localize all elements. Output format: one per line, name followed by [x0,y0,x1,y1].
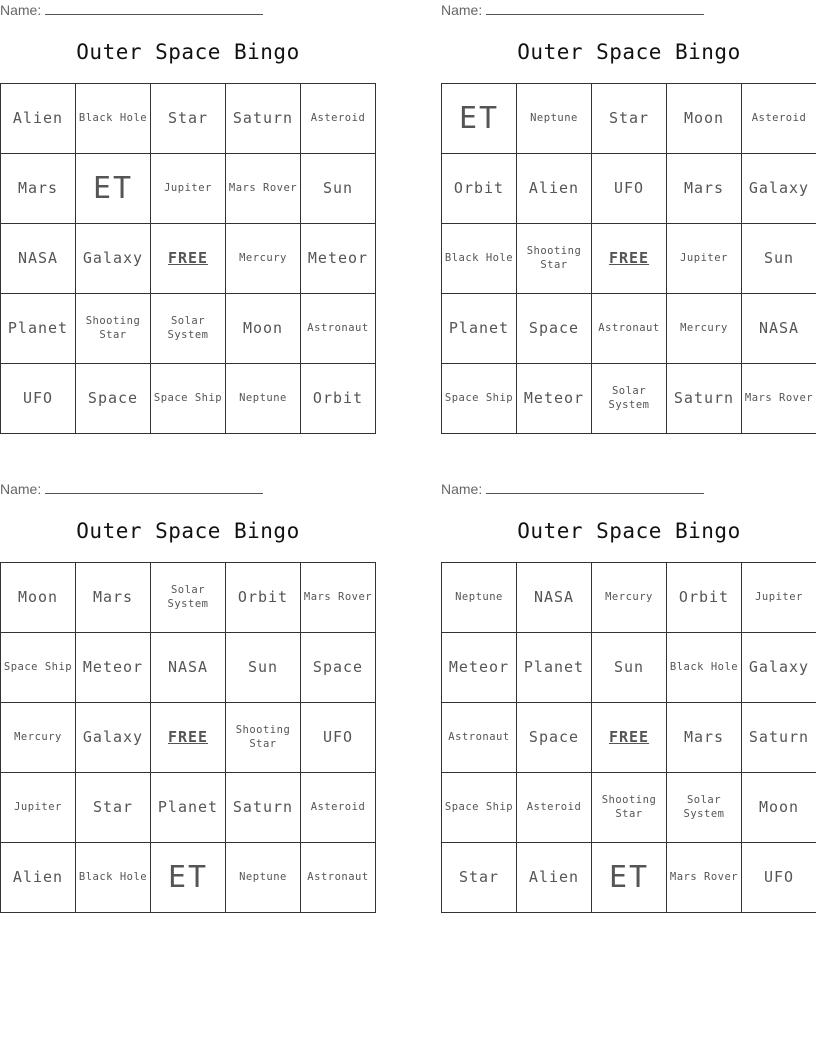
bingo-row [442,84,816,154]
bingo-cell: Orbit [442,154,517,224]
name-field [0,2,263,18]
bingo-cell: Galaxy [76,224,151,294]
bingo-cell: Space Ship [1,633,76,703]
free-space-cell: FREE [592,703,667,773]
bingo-cell: Black Hole [76,84,151,154]
bingo-cell: Alien [1,84,76,154]
name-field [0,481,263,497]
bingo-cell: ET [592,843,667,913]
free-space-cell: FREE [151,224,226,294]
bingo-row [1,294,376,364]
bingo-cell: Space [301,633,376,703]
bingo-cell: Sun [301,154,376,224]
bingo-cell: Mercury [592,563,667,633]
bingo-cell: Neptune [226,364,301,434]
bingo-grid [441,83,816,434]
bingo-cell: Space [517,294,592,364]
bingo-cell: UFO [1,364,76,434]
bingo-row [442,224,816,294]
bingo-cell: Sun [592,633,667,703]
bingo-cell: Planet [1,294,76,364]
bingo-cell: Mars [667,703,742,773]
bingo-cell: Space Ship [442,364,517,434]
bingo-cell: Mercury [226,224,301,294]
name-underline [45,2,263,15]
bingo-cell: Meteor [517,364,592,434]
bingo-cell: Neptune [226,843,301,913]
free-space-cell: FREE [592,224,667,294]
bingo-row [442,633,816,703]
bingo-cell: Astronaut [301,294,376,364]
bingo-cell: Mercury [667,294,742,364]
bingo-row [1,633,376,703]
bingo-cell: NASA [151,633,226,703]
bingo-cell: UFO [742,843,816,913]
bingo-row [442,843,816,913]
bingo-row [1,364,376,434]
bingo-cell: Mars [76,563,151,633]
bingo-cell: ET [76,154,151,224]
free-space-cell: FREE [151,703,226,773]
bingo-cell: Black Hole [667,633,742,703]
bingo-cell: Solar System [151,294,226,364]
bingo-cell: Mars [667,154,742,224]
bingo-cell: Star [151,84,226,154]
bingo-cell: Space [517,703,592,773]
bingo-cell: Asteroid [301,773,376,843]
bingo-cell: Mars Rover [667,843,742,913]
bingo-cell: Space Ship [442,773,517,843]
bingo-cell: Galaxy [76,703,151,773]
bingo-cell: NASA [1,224,76,294]
bingo-grid [441,562,816,913]
bingo-cell: Moon [667,84,742,154]
bingo-cell: Shooting Star [76,294,151,364]
bingo-cell: Astronaut [301,843,376,913]
bingo-cell: Moon [742,773,816,843]
card-title: Outer Space Bingo [517,40,741,64]
bingo-cell: Orbit [667,563,742,633]
bingo-cell: Asteroid [742,84,816,154]
name-label: Name: [441,481,483,497]
bingo-row [442,773,816,843]
bingo-cell: Jupiter [1,773,76,843]
bingo-cell: Shooting Star [226,703,301,773]
bingo-row [1,843,376,913]
bingo-cell: Star [592,84,667,154]
bingo-cell: Orbit [226,563,301,633]
bingo-cell: UFO [592,154,667,224]
bingo-cell: Sun [226,633,301,703]
name-underline [486,481,704,494]
bingo-row [1,773,376,843]
bingo-cell: Black Hole [76,843,151,913]
bingo-cell: Mars Rover [742,364,816,434]
bingo-cell: Shooting Star [592,773,667,843]
bingo-row [1,224,376,294]
bingo-cell: NASA [517,563,592,633]
bingo-cell: Alien [1,843,76,913]
bingo-cell: Moon [226,294,301,364]
bingo-cell: Planet [442,294,517,364]
bingo-cell: Solar System [592,364,667,434]
bingo-row [1,154,376,224]
bingo-row [442,703,816,773]
card-title: Outer Space Bingo [76,40,300,64]
bingo-cell: Saturn [226,84,301,154]
bingo-cell: Mars Rover [301,563,376,633]
bingo-cell: Black Hole [442,224,517,294]
bingo-cell: Planet [517,633,592,703]
bingo-cell: NASA [742,294,816,364]
bingo-cell: Star [442,843,517,913]
bingo-cell: Jupiter [667,224,742,294]
bingo-cell: Astronaut [592,294,667,364]
bingo-cell: Saturn [667,364,742,434]
bingo-cell: Shooting Star [517,224,592,294]
bingo-cell: Mercury [1,703,76,773]
bingo-grid [0,562,376,913]
bingo-row [442,364,816,434]
bingo-cell: Planet [151,773,226,843]
bingo-row [442,154,816,224]
name-underline [45,481,263,494]
bingo-cell: Alien [517,843,592,913]
name-field [441,481,704,497]
bingo-row [1,84,376,154]
bingo-cell: Mars Rover [226,154,301,224]
bingo-row [1,703,376,773]
bingo-cell: Meteor [76,633,151,703]
card-title: Outer Space Bingo [517,519,741,543]
bingo-cell: Jupiter [151,154,226,224]
bingo-cell: Neptune [442,563,517,633]
bingo-row [442,563,816,633]
bingo-cell: Solar System [151,563,226,633]
bingo-cell: Asteroid [517,773,592,843]
name-underline [486,2,704,15]
bingo-cell: Asteroid [301,84,376,154]
name-label: Name: [0,2,42,18]
bingo-cell: Jupiter [742,563,816,633]
bingo-cell: Saturn [226,773,301,843]
bingo-cell: Space [76,364,151,434]
bingo-cell: Orbit [301,364,376,434]
bingo-cell: ET [151,843,226,913]
bingo-cell: Galaxy [742,633,816,703]
bingo-cell: Moon [1,563,76,633]
bingo-cell: Astronaut [442,703,517,773]
bingo-cell: ET [442,84,517,154]
bingo-row [1,563,376,633]
bingo-cell: Meteor [442,633,517,703]
name-label: Name: [0,481,42,497]
bingo-cell: Mars [1,154,76,224]
bingo-cell: Meteor [301,224,376,294]
bingo-cell: Neptune [517,84,592,154]
bingo-cell: Saturn [742,703,816,773]
bingo-cell: Space Ship [151,364,226,434]
name-label: Name: [441,2,483,18]
name-field [441,2,704,18]
bingo-cell: Solar System [667,773,742,843]
card-title: Outer Space Bingo [76,519,300,543]
bingo-row [442,294,816,364]
bingo-cell: Alien [517,154,592,224]
bingo-grid [0,83,376,434]
bingo-cell: Galaxy [742,154,816,224]
bingo-cell: UFO [301,703,376,773]
bingo-cell: Sun [742,224,816,294]
bingo-cell: Star [76,773,151,843]
